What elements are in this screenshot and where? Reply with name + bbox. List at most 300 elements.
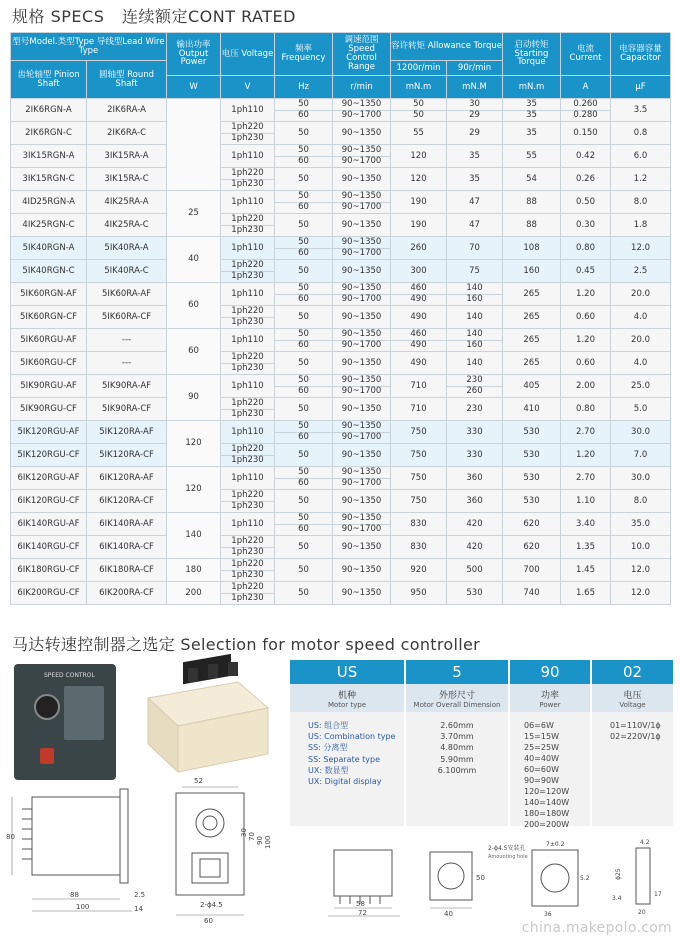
frequency-cell-line: 50 <box>298 374 309 385</box>
header-starting: 启动转矩 Starting Torque <box>503 33 561 76</box>
pinion-shaft-cell: 6IK140RGU-AF <box>11 513 87 536</box>
torque-90-cell: 70 <box>447 237 503 260</box>
torque-1200-cell <box>391 99 447 122</box>
frequency-cell-line: 50 <box>298 328 309 339</box>
current-cell: 0.150 <box>561 122 611 145</box>
speed-range-cell-line: 90~1700 <box>333 432 390 444</box>
frequency-cell <box>275 329 333 352</box>
frequency-cell-line: 60 <box>275 294 332 306</box>
speed-range-cell: 90~1350 <box>333 214 391 237</box>
round-shaft-cell: 3IK15RA-C <box>87 168 167 191</box>
voltage-cell: 1ph110 <box>221 145 275 168</box>
speed-range-cell <box>333 237 391 260</box>
capacitor-cell: 10.0 <box>611 536 671 559</box>
unit-a: A <box>561 76 611 99</box>
header-pinion: 齿轮轴型 Pinion Shaft <box>11 61 87 99</box>
voltage-cell: 1ph110 <box>221 329 275 352</box>
torque-90-cell: 330 <box>447 421 503 444</box>
code-power: 90 <box>510 660 590 684</box>
round-shaft-cell: 4IK25RA-C <box>87 214 167 237</box>
caption-dimension-en: Motor Overall Dimension <box>413 700 501 709</box>
pinion-shaft-cell: 5IK60RGU-CF <box>11 352 87 375</box>
current-cell: 0.80 <box>561 237 611 260</box>
frequency-cell-line: 60 <box>275 478 332 490</box>
speed-range-cell: 90~1350 <box>333 168 391 191</box>
starting-torque-cell: 700 <box>503 559 561 582</box>
torque-1200-cell: 750 <box>391 467 447 490</box>
power-item: 25=25W <box>524 743 559 752</box>
motor-type-item: SS: 分离型 <box>308 743 348 753</box>
output-power-cell: 180 <box>167 559 221 582</box>
caption-motor-type-en: Motor type <box>327 700 367 709</box>
pinion-shaft-cell: 5IK120RGU-CF <box>11 444 87 467</box>
torque-1200-cell: 920 <box>391 559 447 582</box>
header-torque: 容许转矩 Allowance Torque <box>391 33 503 61</box>
voltage-cell-line: 1ph220 <box>231 489 264 500</box>
current-cell: 1.20 <box>561 329 611 352</box>
table-row <box>11 237 671 260</box>
round-shaft-cell: 6IK140RA-AF <box>87 513 167 536</box>
dim-20: 20 <box>638 909 646 916</box>
small-side-drawing <box>320 836 408 920</box>
torque-1200-cell-line: 460 <box>410 328 427 339</box>
torque-1200-cell: 950 <box>391 582 447 605</box>
speed-range-cell <box>333 467 391 490</box>
torque-1200-cell-line: 490 <box>391 294 446 306</box>
speed-range-cell <box>333 283 391 306</box>
current-cell: 3.40 <box>561 513 611 536</box>
voltage-cell: 1ph110 <box>221 375 275 398</box>
power-item: 140=140W <box>524 798 570 807</box>
pinion-shaft-cell: 2IK6RGN-C <box>11 122 87 145</box>
table-row <box>11 536 671 559</box>
output-power-cell: 25 <box>167 191 221 237</box>
round-shaft-cell: 5IK120RA-CF <box>87 444 167 467</box>
unit-v: V <box>221 76 275 99</box>
frequency-cell <box>275 283 333 306</box>
frequency-cell: 50 <box>275 444 333 467</box>
caption-dimension <box>406 684 508 712</box>
round-shaft-cell: 2IK6RA-C <box>87 122 167 145</box>
controller-plate <box>64 686 104 740</box>
capacitor-cell: 12.0 <box>611 582 671 605</box>
dimension-item: 4.80mm <box>440 743 474 753</box>
starting-torque-cell: 160 <box>503 260 561 283</box>
current-cell-line: 0.260 <box>573 98 598 109</box>
dim-40: 40 <box>444 910 453 918</box>
speed-range-cell: 90~1350 <box>333 306 391 329</box>
voltage-cell-line: 1ph230 <box>221 363 274 375</box>
voltage-cell: 1ph110 <box>221 421 275 444</box>
speed-range-cell-line: 90~1350 <box>341 144 382 155</box>
specs-title <box>12 4 296 27</box>
starting-torque-cell: 620 <box>503 513 561 536</box>
voltage-cell-line: 1ph230 <box>221 225 274 237</box>
speed-range-cell <box>333 145 391 168</box>
speed-range-cell-line: 90~1350 <box>341 282 382 293</box>
pinion-shaft-cell: 4ID25RGN-A <box>11 191 87 214</box>
torque-1200-cell: 120 <box>391 145 447 168</box>
frequency-cell-line: 60 <box>275 156 332 168</box>
unit-speed: r/min <box>333 76 391 99</box>
dim-25: ϕ25 <box>615 868 622 880</box>
pinion-shaft-cell: 3IK15RGN-A <box>11 145 87 168</box>
frequency-cell-line: 50 <box>298 144 309 155</box>
table-row <box>11 145 671 168</box>
starting-torque-cell: 530 <box>503 490 561 513</box>
pinion-shaft-cell: 5IK60RGN-AF <box>11 283 87 306</box>
starting-torque-cell: 740 <box>503 582 561 605</box>
voltage-cell-line: 1ph220 <box>231 259 264 270</box>
frequency-cell: 50 <box>275 306 333 329</box>
socket-drawing <box>488 840 588 920</box>
small-front-drawing <box>424 848 484 920</box>
table-row <box>11 490 671 513</box>
voltage-cell-line: 1ph220 <box>231 581 264 592</box>
frequency-cell: 50 <box>275 398 333 421</box>
dimension-item: 3.70mm <box>440 732 474 742</box>
speed-range-cell-line: 90~1350 <box>341 374 382 385</box>
speed-range-cell-line: 90~1700 <box>333 386 390 398</box>
torque-1200-cell <box>391 283 447 306</box>
table-row <box>11 191 671 214</box>
current-cell: 1.20 <box>561 283 611 306</box>
capacitor-cell: 4.0 <box>611 352 671 375</box>
header-model: 型号Model.类型Type 导线型Lead Wire Type <box>11 33 167 61</box>
frequency-cell <box>275 467 333 490</box>
speed-range-cell: 90~1350 <box>333 559 391 582</box>
starting-torque-cell: 620 <box>503 536 561 559</box>
capacitor-cell: 12.0 <box>611 559 671 582</box>
voltage-cell-line: 1ph230 <box>221 547 274 559</box>
voltage-cell <box>221 398 275 421</box>
frequency-cell-line: 60 <box>275 248 332 260</box>
table-row <box>11 168 671 191</box>
header-frequency: 频率 Frequency <box>275 33 333 76</box>
dimension-list <box>406 712 508 826</box>
header-capacitor: 电容器容量 Capacitor <box>611 33 671 76</box>
voltage-cell: 1ph110 <box>221 283 275 306</box>
torque-90-cell-line: 230 <box>466 374 483 385</box>
voltage-cell-line: 1ph220 <box>231 121 264 132</box>
torque-90-cell <box>447 283 503 306</box>
pinion-shaft-cell: 5IK60RGN-CF <box>11 306 87 329</box>
current-cell: 0.50 <box>561 191 611 214</box>
capacitor-cell: 4.0 <box>611 306 671 329</box>
current-cell <box>561 99 611 122</box>
table-row <box>11 398 671 421</box>
speed-range-cell-line: 90~1700 <box>333 478 390 490</box>
voltage-cell: 1ph110 <box>221 191 275 214</box>
round-shaft-cell: --- <box>87 352 167 375</box>
frequency-cell <box>275 375 333 398</box>
capacitor-cell: 8.0 <box>611 490 671 513</box>
output-power-cell: 60 <box>167 329 221 375</box>
frequency-cell <box>275 191 333 214</box>
motor-type-list <box>290 712 404 826</box>
caption-voltage-cn: 电压 <box>623 690 642 701</box>
table-row <box>11 513 671 536</box>
caption-power-en: Power <box>539 700 561 709</box>
round-shaft-cell: 6IK180RA-CF <box>87 559 167 582</box>
torque-1200-cell-line: 50 <box>391 110 446 122</box>
dim-70: 70 <box>248 832 256 841</box>
capacitor-cell: 20.0 <box>611 283 671 306</box>
speed-range-cell-line: 90~1350 <box>341 466 382 477</box>
torque-90-cell <box>447 99 503 122</box>
torque-1200-cell: 710 <box>391 398 447 421</box>
starting-torque-cell <box>503 99 561 122</box>
speed-range-cell: 90~1350 <box>333 398 391 421</box>
voltage-cell: 1ph110 <box>221 513 275 536</box>
table-row <box>11 260 671 283</box>
output-power-cell: 140 <box>167 513 221 559</box>
current-cell: 0.30 <box>561 214 611 237</box>
unit-nm3: mN.m <box>503 76 561 99</box>
frequency-cell: 50 <box>275 490 333 513</box>
speed-range-cell: 90~1350 <box>333 582 391 605</box>
speed-range-cell-line: 90~1350 <box>341 190 382 201</box>
starting-torque-cell: 405 <box>503 375 561 398</box>
table-row <box>11 306 671 329</box>
table-row <box>11 214 671 237</box>
unit-uf: μF <box>611 76 671 99</box>
torque-90-cell: 140 <box>447 352 503 375</box>
table-row <box>11 421 671 444</box>
torque-1200-cell: 750 <box>391 444 447 467</box>
speed-range-cell: 90~1350 <box>333 260 391 283</box>
frequency-cell <box>275 421 333 444</box>
voltage-cell <box>221 352 275 375</box>
dim-60: 60 <box>204 917 213 925</box>
header-current: 电流 Current <box>561 33 611 76</box>
code-motor-type: US <box>290 660 404 684</box>
dimension-item: 6.100mm <box>437 765 477 775</box>
voltage-item: 02=220V/1ϕ <box>610 732 661 742</box>
code-voltage: 02 <box>592 660 673 684</box>
voltage-cell-line: 1ph220 <box>231 167 264 178</box>
rated-title-en: CONT RATED <box>187 7 296 26</box>
hole2-en-label: Amounting hole <box>488 854 528 860</box>
voltage-cell-line: 1ph230 <box>221 455 274 467</box>
frequency-cell-line: 50 <box>298 190 309 201</box>
torque-90-cell: 47 <box>447 214 503 237</box>
speed-range-cell: 90~1350 <box>333 122 391 145</box>
dim-17: 17 <box>654 891 662 898</box>
dim-80: 80 <box>6 833 15 841</box>
starting-torque-cell: 88 <box>503 214 561 237</box>
dimension-item: 5.90mm <box>440 754 474 764</box>
torque-90-cell-line: 260 <box>447 386 502 398</box>
capacitor-cell: 6.0 <box>611 145 671 168</box>
capacitor-cell: 30.0 <box>611 467 671 490</box>
socket-side-drawing <box>610 836 676 920</box>
torque-90-cell: 35 <box>447 145 503 168</box>
torque-90-cell: 140 <box>447 306 503 329</box>
speed-range-cell <box>333 421 391 444</box>
unit-hz: Hz <box>275 76 333 99</box>
header-voltage: 电压 Voltage <box>221 33 275 76</box>
rated-title-cn: 连续额定 <box>121 7 188 26</box>
unit-w: W <box>167 76 221 99</box>
torque-1200-cell: 710 <box>391 375 447 398</box>
watermark: china.makepolo.com <box>521 920 672 936</box>
pinion-shaft-cell: 6IK120RGU-CF <box>11 490 87 513</box>
frequency-cell-line: 60 <box>275 340 332 352</box>
starting-torque-cell: 108 <box>503 237 561 260</box>
speed-range-cell <box>333 329 391 352</box>
starting-torque-cell: 530 <box>503 421 561 444</box>
capacitor-cell: 5.0 <box>611 398 671 421</box>
motor-type-item: UX: 数显型 <box>308 765 349 775</box>
dimension-item: 2.60mm <box>440 721 474 730</box>
torque-1200-cell: 190 <box>391 191 447 214</box>
caption-power <box>510 684 590 712</box>
specs-title-en: SPECS <box>50 7 105 26</box>
power-list <box>510 712 590 829</box>
starting-torque-cell: 265 <box>503 329 561 352</box>
speed-range-cell <box>333 513 391 536</box>
round-shaft-cell: 3IK15RA-A <box>87 145 167 168</box>
controller-label: SPEED CONTROL <box>44 672 95 679</box>
voltage-cell <box>221 536 275 559</box>
starting-torque-cell: 530 <box>503 467 561 490</box>
capacitor-cell: 2.5 <box>611 260 671 283</box>
voltage-cell-line: 1ph220 <box>231 535 264 546</box>
torque-90-cell-line: 30 <box>469 98 480 109</box>
current-cell: 1.35 <box>561 536 611 559</box>
output-power-cell: 60 <box>167 283 221 329</box>
torque-1200-cell: 750 <box>391 421 447 444</box>
torque-90-cell: 29 <box>447 122 503 145</box>
speed-range-cell: 90~1350 <box>333 444 391 467</box>
torque-1200-cell: 830 <box>391 536 447 559</box>
speed-range-cell <box>333 191 391 214</box>
header-t90: 90r/min <box>447 61 503 76</box>
output-power-cell: 200 <box>167 582 221 605</box>
frequency-cell-line: 60 <box>275 202 332 214</box>
voltage-cell: 1ph110 <box>221 467 275 490</box>
dim-14: 14 <box>134 905 143 913</box>
table-row <box>11 444 671 467</box>
torque-90-cell: 75 <box>447 260 503 283</box>
speed-range-cell-line: 90~1350 <box>341 420 382 431</box>
capacitor-cell: 1.8 <box>611 214 671 237</box>
caption-power-cn: 功率 <box>540 690 559 701</box>
pinion-shaft-cell: 6IK120RGU-AF <box>11 467 87 490</box>
table-row <box>11 352 671 375</box>
voltage-cell <box>221 168 275 191</box>
pinion-shaft-cell: 5IK120RGU-AF <box>11 421 87 444</box>
motor-type-item: US: 组合型 <box>308 721 349 730</box>
speed-range-cell <box>333 99 391 122</box>
frequency-cell-line: 50 <box>298 420 309 431</box>
current-cell: 0.42 <box>561 145 611 168</box>
power-item: 06=6W <box>524 721 554 730</box>
voltage-cell <box>221 444 275 467</box>
capacitor-cell: 7.0 <box>611 444 671 467</box>
power-item: 200=200W <box>524 820 570 829</box>
torque-1200-cell: 490 <box>391 352 447 375</box>
power-item: 60=60W <box>524 765 559 774</box>
voltage-cell-line: 1ph230 <box>221 317 274 329</box>
motor-type-item: UX: Digital display <box>308 777 382 787</box>
voltage-cell-line: 1ph230 <box>221 271 274 283</box>
pinion-shaft-cell: 5IK40RGN-C <box>11 260 87 283</box>
torque-1200-cell: 300 <box>391 260 447 283</box>
dim-30: 30 <box>240 828 248 837</box>
starting-torque-cell: 530 <box>503 444 561 467</box>
dim-3-4: 3.4 <box>612 895 622 902</box>
frequency-cell <box>275 145 333 168</box>
header-power: 输出功率 Output Power <box>167 33 221 76</box>
dim-90: 90 <box>256 836 264 845</box>
torque-1200-cell: 120 <box>391 168 447 191</box>
pinion-shaft-cell: 6IK200RGU-CF <box>11 582 87 605</box>
power-switch-icon <box>40 748 54 764</box>
pinion-shaft-cell: 5IK90RGU-CF <box>11 398 87 421</box>
dim-5-2: 5.2 <box>580 875 590 882</box>
controller-box-photo <box>128 664 278 778</box>
voltage-cell-line: 1ph220 <box>231 443 264 454</box>
capacitor-cell: 20.0 <box>611 329 671 352</box>
starting-torque-cell: 35 <box>503 122 561 145</box>
speed-range-cell: 90~1350 <box>333 352 391 375</box>
frequency-cell: 50 <box>275 260 333 283</box>
output-power-cell: 90 <box>167 375 221 421</box>
selection-title-cn: 马达转速控制器之选定 <box>12 635 176 654</box>
torque-90-cell-line: 29 <box>447 110 502 122</box>
dim-58: 58 <box>356 900 365 908</box>
dim-100: 100 <box>76 903 90 911</box>
table-row <box>11 329 671 352</box>
frequency-cell: 50 <box>275 168 333 191</box>
starting-torque-cell: 55 <box>503 145 561 168</box>
header-speed: 调速范围 Speed Control Range <box>333 33 391 76</box>
current-cell: 0.60 <box>561 352 611 375</box>
torque-1200-cell: 830 <box>391 513 447 536</box>
capacitor-cell: 8.0 <box>611 191 671 214</box>
caption-voltage <box>592 684 673 712</box>
current-cell-line: 0.280 <box>561 110 610 122</box>
dim-52: 52 <box>194 777 203 785</box>
speed-knob-icon <box>34 694 60 720</box>
round-shaft-cell: 5IK90RA-AF <box>87 375 167 398</box>
output-power-cell: 40 <box>167 237 221 283</box>
voltage-cell-line: 1ph220 <box>231 558 264 569</box>
motor-type-item: SS: Separate type <box>308 754 381 764</box>
torque-90-cell: 420 <box>447 536 503 559</box>
speed-controller-photo <box>14 664 116 780</box>
capacitor-cell: 35.0 <box>611 513 671 536</box>
frequency-cell <box>275 237 333 260</box>
capacitor-cell: 12.0 <box>611 237 671 260</box>
speed-range-cell: 90~1350 <box>333 536 391 559</box>
power-item: 120=120W <box>524 787 570 796</box>
power-item: 15=15W <box>524 732 559 741</box>
round-shaft-cell: --- <box>87 329 167 352</box>
round-shaft-cell: 5IK40RA-C <box>87 260 167 283</box>
voltage-cell <box>221 260 275 283</box>
output-power-cell: 120 <box>167 421 221 467</box>
frequency-cell-line: 60 <box>275 110 332 122</box>
current-cell: 2.70 <box>561 421 611 444</box>
current-cell: 1.20 <box>561 444 611 467</box>
torque-1200-cell: 55 <box>391 122 447 145</box>
dim-36: 36 <box>544 911 552 918</box>
caption-voltage-en: Voltage <box>619 700 646 709</box>
output-power-cell: 120 <box>167 467 221 513</box>
